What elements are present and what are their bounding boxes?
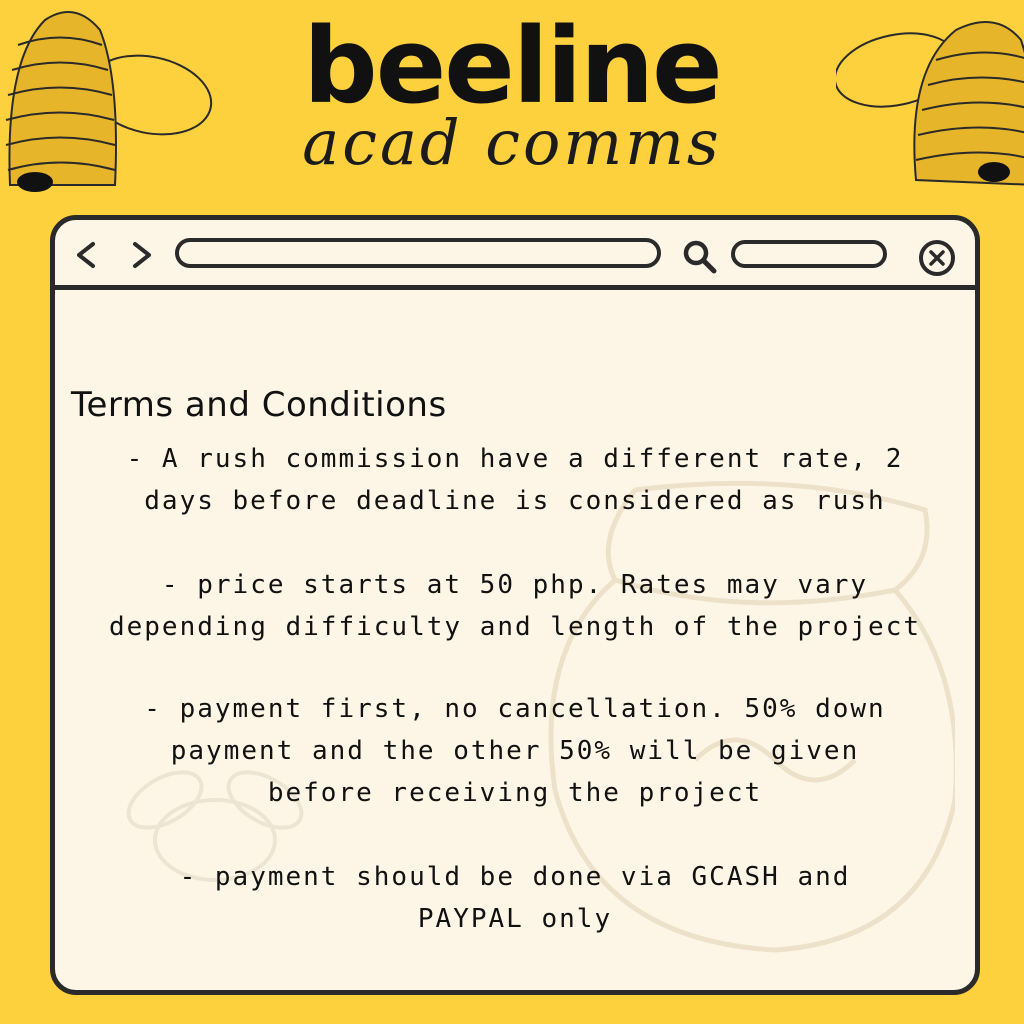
brand-title: beeline xyxy=(303,5,721,127)
chevron-right-icon[interactable] xyxy=(127,240,157,270)
terms-content xyxy=(55,290,975,990)
chevron-left-icon[interactable] xyxy=(71,240,101,270)
term-item: - payment should be done via GCASH and PAYPAL only xyxy=(179,862,851,934)
term-item: - A rush commission have a different rate, 2 days before deadline is considered as rush xyxy=(126,444,904,516)
brand-subtitle: acad comms xyxy=(302,106,722,179)
secondary-field[interactable] xyxy=(731,240,887,268)
terms-heading: Terms and Conditions xyxy=(71,385,447,425)
close-icon[interactable] xyxy=(917,238,957,278)
browser-window xyxy=(50,215,980,995)
browser-toolbar xyxy=(55,220,975,290)
term-item: - payment first, no cancellation. 50% down payment and the other 50% will be given before receiving the project xyxy=(144,694,886,808)
search-icon[interactable] xyxy=(681,238,719,276)
term-item: - price starts at 50 php. Rates may vary depending difficulty and length of the project xyxy=(108,570,922,642)
address-bar[interactable] xyxy=(175,238,661,268)
